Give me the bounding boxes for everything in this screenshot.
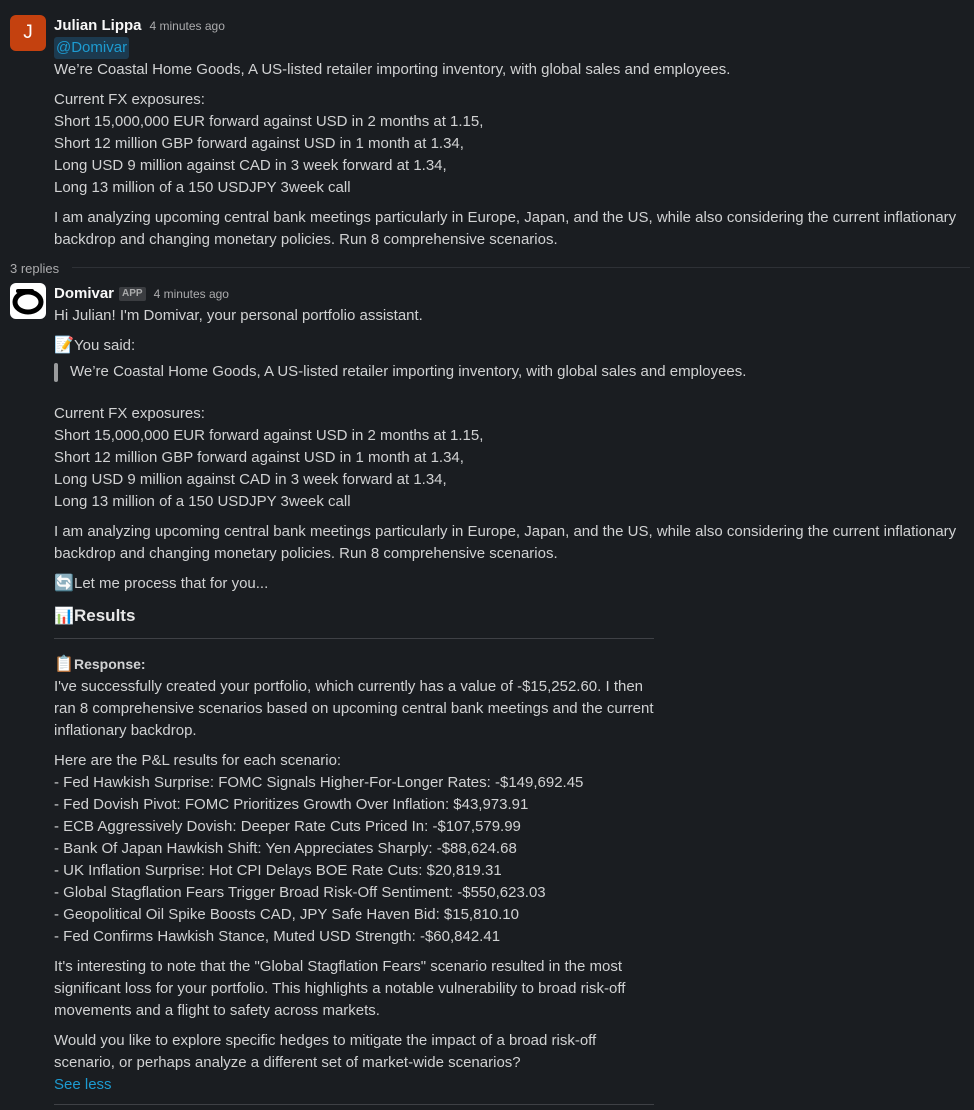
quote-text: We’re Coastal Home Goods, A US-listed retailer importing inventory, with global sales and employees. (70, 363, 747, 380)
request-text: I am analyzing upcoming central bank meetings particularly in Europe, Japan, and the US, while also considering the current inflationary backdrop and changing monetary policies. Run 8 comprehensive scenarios. (54, 209, 957, 248)
exposure-line: Short 12 million GBP forward against USD in 1 month at 1.34, (54, 135, 464, 152)
timestamp[interactable]: 4 minutes ago (149, 19, 225, 33)
greeting-text: Hi Julian! I'm Domivar, your personal portfolio assistant. (54, 307, 423, 324)
author-name[interactable]: Julian Lippa (54, 17, 142, 34)
scenario-item: - Bank Of Japan Hawkish Shift: Yen Appreciates Sharply: -$88,624.68 (54, 840, 517, 857)
app-badge: APP (119, 287, 146, 301)
results-heading: 📊Results (54, 605, 654, 639)
exposure-line: Short 15,000,000 EUR forward against USD in 2 months at 1.15, (54, 113, 484, 130)
message-domivar (0, 283, 974, 1105)
exposure-line: Long 13 million of a 150 USDJPY 3week call (54, 493, 351, 510)
mention-domivar[interactable]: @Domivar (54, 37, 129, 59)
exposure-line: Long 13 million of a 150 USDJPY 3week call (54, 179, 351, 196)
message-julian (0, 15, 974, 251)
bar-chart-icon: 📊 (54, 608, 74, 625)
scenario-item: - Fed Hawkish Surprise: FOMC Signals Higher-For-Longer Rates: -$149,692.45 (54, 774, 584, 791)
thread-replies-count[interactable]: 3 replies (10, 261, 60, 276)
insight-text: It's interesting to note that the "Global Stagflation Fears" scenario resulted in the most significant loss for your portfolio. This highlights a notable vulnerability to broad risk-off movements and a flight to safety across markets. (54, 958, 626, 1019)
scenario-list (54, 750, 954, 948)
scenario-item: - Geopolitical Oil Spike Boosts CAD, JPY Safe Haven Bid: $15,810.10 (54, 906, 519, 923)
message-header (54, 283, 954, 305)
memo-icon: 📝 (54, 337, 74, 354)
intro-text: We’re Coastal Home Goods, A US-listed retailer importing inventory, with global sales and employees. (54, 61, 731, 78)
response-label: 📋Response: (54, 653, 954, 676)
scenario-item: - UK Inflation Surprise: Hot CPI Delays BOE Rate Cuts: $20,819.31 (54, 862, 502, 879)
followup-text: Would you like to explore specific hedges to mitigate the impact of a broad risk-off scenario, or perhaps analyze a different set of market-wide scenarios? (54, 1032, 597, 1071)
message-header (54, 15, 954, 37)
thread-divider (72, 267, 970, 268)
refresh-icon: 🔄 (54, 575, 74, 592)
quote-bar (54, 363, 58, 382)
see-less-link[interactable]: See less (54, 1076, 112, 1093)
domivar-logo-icon (10, 283, 46, 319)
exposures-header: Current FX exposures: (54, 91, 205, 108)
scenario-item: - Global Stagflation Fears Trigger Broad Risk-Off Sentiment: -$550,623.03 (54, 884, 546, 901)
timestamp[interactable]: 4 minutes ago (153, 287, 229, 301)
clipboard-icon: 📋 (54, 656, 74, 673)
exposures-header: Current FX exposures: (54, 405, 205, 422)
exposure-line: Long USD 9 million against CAD in 3 week forward at 1.34, (54, 471, 447, 488)
exposure-line: Long USD 9 million against CAD in 3 week forward at 1.34, (54, 157, 447, 174)
results-bottom-divider (54, 1104, 654, 1105)
request-text: I am analyzing upcoming central bank meetings particularly in Europe, Japan, and the US, while also considering the current inflationary backdrop and changing monetary policies. Run 8 comprehensive scenarios. (54, 523, 957, 562)
you-said-label: 📝You said: (54, 335, 954, 357)
quote-block (54, 361, 954, 383)
exposure-line: Short 12 million GBP forward against USD in 1 month at 1.34, (54, 449, 464, 466)
scenario-item: - Fed Confirms Hawkish Stance, Muted USD Strength: -$60,842.41 (54, 928, 501, 945)
exposures-block (54, 403, 954, 513)
summary-text: I've successfully created your portfolio, which currently has a value of -$15,252.60. I then ran 8 comprehensive scenarios based on upcoming central bank meetings and the current inflationary backdrop. (54, 678, 654, 739)
scenario-item: - ECB Aggressively Dovish: Deeper Rate Cuts Priced In: -$107,579.99 (54, 818, 521, 835)
author-name[interactable]: Domivar (54, 285, 115, 302)
pnl-header: Here are the P&L results for each scenario: (54, 752, 342, 769)
avatar-domivar[interactable] (10, 283, 46, 319)
scenario-item: - Fed Dovish Pivot: FOMC Prioritizes Growth Over Inflation: $43,973.91 (54, 796, 529, 813)
exposures-block (54, 89, 954, 199)
processing-status: 🔄Let me process that for you... (54, 573, 954, 595)
avatar-julian[interactable]: J (10, 15, 46, 51)
exposure-line: Short 15,000,000 EUR forward against USD in 2 months at 1.15, (54, 427, 484, 444)
